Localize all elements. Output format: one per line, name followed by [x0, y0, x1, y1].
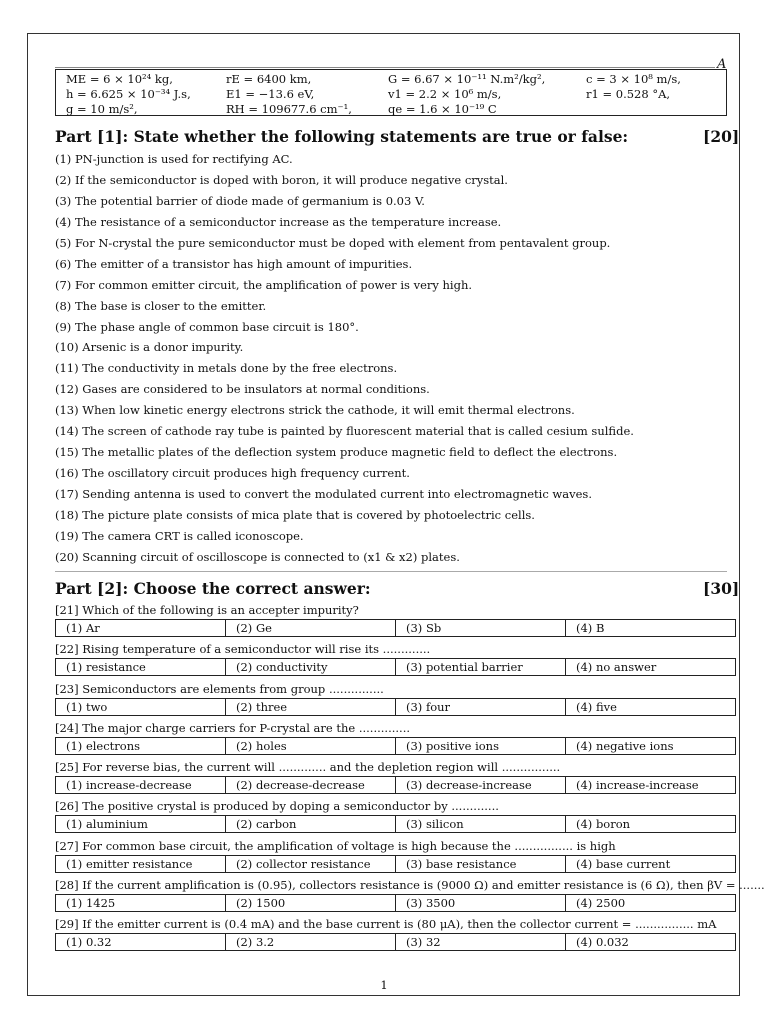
answer-option[interactable]: (3) 32	[395, 934, 565, 950]
answer-option[interactable]: (3) potential barrier	[395, 659, 565, 675]
question-text: [23] Semiconductors are elements from group ...............	[55, 681, 384, 696]
statement: (16) The oscillatory circuit produces high frequency current.	[55, 466, 410, 481]
constant-r1: r1 = 0.528 °A,	[586, 87, 671, 101]
answer-options	[55, 894, 736, 912]
question-text: [29] If the emitter current is (0.4 mA) and the base current is (80 μA), then the collector current = ................ mA	[55, 917, 717, 932]
statement: (6) The emitter of a transistor has high amount of impurities.	[55, 256, 413, 271]
statement: (17) Sending antenna is used to convert the modulated current into electromagnetic waves.	[55, 487, 592, 501]
statement-list	[55, 149, 745, 568]
answer-option[interactable]: (2) collector resistance	[225, 856, 395, 872]
answer-option[interactable]: (1) increase-decrease	[66, 778, 192, 793]
answer-option[interactable]: (2) decrease-decrease	[225, 777, 395, 793]
answer-option[interactable]: (2) carbon	[225, 816, 395, 832]
answer-option[interactable]: (3) decrease-increase	[395, 777, 565, 793]
constant-re: rE = 6400 km,	[226, 72, 312, 86]
answer-options	[55, 933, 736, 951]
constant-qe: qe = 1.6 × 10⁻¹⁹ C	[388, 102, 497, 116]
statement: (1) PN-junction is used for rectifying AC.	[55, 152, 293, 166]
answer-option[interactable]: (1) resistance	[66, 660, 146, 675]
question	[55, 601, 736, 640]
question-text: [28] If the current amplification is (0.95), collectors resistance is (9000 Ω) and emitter resistance is (6 Ω), then βV = .......	[55, 878, 765, 893]
answer-option[interactable]: (4) increase-increase	[565, 777, 735, 793]
answer-option[interactable]: (3) 3500	[395, 895, 565, 911]
answer-option[interactable]: (2) holes	[225, 738, 395, 754]
statement: (2) If the semiconductor is doped with boron, it will produce negative crystal.	[55, 172, 508, 187]
answer-option[interactable]: (4) five	[565, 699, 735, 715]
question	[55, 758, 736, 797]
answer-option[interactable]: (2) 3.2	[225, 934, 395, 950]
exam-version-mark: A	[717, 57, 727, 72]
answer-option[interactable]: (4) 0.032	[565, 934, 735, 950]
statement: (3) The potential barrier of diode made of germanium is 0.03 V.	[55, 193, 425, 208]
answer-option[interactable]: (4) B	[565, 620, 735, 636]
answer-option[interactable]: (4) base current	[565, 856, 735, 872]
answer-option[interactable]: (1) two	[66, 699, 108, 714]
answer-option[interactable]: (1) 1425	[66, 896, 116, 911]
question	[55, 640, 736, 679]
part1-points: [20]	[703, 127, 740, 146]
statement: (11) The conductivity in metals done by the free electrons.	[55, 361, 398, 376]
answer-option[interactable]: (2) 1500	[225, 895, 395, 911]
answer-option[interactable]: (2) Ge	[225, 620, 395, 636]
answer-option[interactable]: (1) electrons	[66, 738, 141, 753]
question-text: [24] The major charge carriers for P-crystal are the ..............	[55, 720, 411, 735]
statement: (18) The picture plate consists of mica plate that is covered by photoelectric cells.	[55, 507, 535, 522]
constant-rh: RH = 109677.6 cm⁻¹,	[226, 102, 352, 116]
answer-option[interactable]: (4) no answer	[565, 659, 735, 675]
answer-option[interactable]: (4) negative ions	[565, 738, 735, 754]
constant-c: c = 3 × 10⁸ m/s,	[586, 72, 681, 86]
question-text: [21] Which of the following is an accepter impurity?	[55, 603, 359, 617]
constant-h: h = 6.625 × 10⁻³⁴ J.s,	[66, 87, 191, 101]
question-list	[55, 601, 765, 955]
page-number: 1	[380, 978, 388, 992]
part1-title: Part [1]: State whether the following statements are true or false:	[55, 127, 629, 146]
question	[55, 915, 736, 954]
constant-e1: E1 = −13.6 eV,	[226, 87, 315, 101]
answer-options	[55, 698, 736, 716]
answer-option[interactable]: (1) aluminium	[66, 817, 148, 832]
question-text: [27] For common base circuit, the amplification of voltage is high because the ................ is high	[55, 838, 616, 853]
question	[55, 876, 765, 915]
statement: (8) The base is closer to the emitter.	[55, 298, 267, 313]
answer-option[interactable]: (1) Ar	[66, 621, 100, 635]
answer-options	[55, 776, 736, 794]
statement: (14) The screen of cathode ray tube is painted by fluorescent material that is called cesium sulfide.	[55, 424, 634, 439]
answer-option[interactable]: (2) three	[225, 699, 395, 715]
question	[55, 837, 736, 876]
question-text: [22] Rising temperature of a semiconductor will rise its .............	[55, 642, 431, 657]
answer-option[interactable]: (4) boron	[565, 816, 735, 832]
question	[55, 680, 736, 719]
constant-me: ME = 6 × 10²⁴ kg,	[66, 72, 173, 86]
answer-options	[55, 737, 736, 755]
statement: (9) The phase angle of common base circuit is 180°.	[55, 319, 359, 334]
answer-options	[55, 815, 736, 833]
statement: (15) The metallic plates of the deflection system produce magnetic field to deflect the electrons.	[55, 445, 618, 460]
answer-option[interactable]: (3) four	[395, 699, 565, 715]
answer-option[interactable]: (3) base resistance	[395, 856, 565, 872]
statement: (13) When low kinetic energy electrons strick the cathode, it will emit thermal electrons.	[55, 403, 575, 418]
constant-g: g = 10 m/s²,	[66, 102, 138, 116]
section-divider	[55, 571, 727, 572]
constant-v1: v1 = 2.2 × 10⁶ m/s,	[388, 87, 502, 101]
statement: (12) Gases are considered to be insulators at normal conditions.	[55, 382, 430, 397]
answer-option[interactable]: (1) 0.32	[66, 935, 112, 950]
question	[55, 797, 736, 836]
answer-option[interactable]: (4) 2500	[565, 895, 735, 911]
part2-title: Part [2]: Choose the correct answer:	[55, 579, 371, 598]
answer-options	[55, 619, 736, 637]
constants-box	[55, 69, 727, 116]
statement: (20) Scanning circuit of oscilloscope is connected to (x1 & x2) plates.	[55, 549, 460, 564]
question-text: [25] For reverse bias, the current will ............. and the depletion region will ................	[55, 760, 561, 775]
statement: (5) For N-crystal the pure semiconductor must be doped with element from pentavalent group.	[55, 235, 611, 250]
constant-g-grav: G = 6.67 × 10⁻¹¹ N.m²/kg²,	[388, 72, 546, 86]
statement: (7) For common emitter circuit, the amplification of power is very high.	[55, 277, 473, 292]
answer-options	[55, 658, 736, 676]
answer-option[interactable]: (1) emitter resistance	[66, 856, 193, 871]
part2-points: [30]	[703, 579, 740, 598]
answer-options	[55, 855, 736, 873]
statement: (4) The resistance of a semiconductor increase as the temperature increase.	[55, 214, 502, 229]
answer-option[interactable]: (3) silicon	[395, 816, 565, 832]
header-rule	[55, 67, 715, 68]
question	[55, 719, 736, 758]
statement: (10) Arsenic is a donor impurity.	[55, 340, 244, 355]
answer-option[interactable]: (2) conductivity	[225, 659, 395, 675]
question-text: [26] The positive crystal is produced by doping a semiconductor by .............	[55, 799, 499, 814]
answer-option[interactable]: (3) positive ions	[395, 738, 565, 754]
statement: (19) The camera CRT is called iconoscope.	[55, 528, 304, 543]
answer-option[interactable]: (3) Sb	[395, 620, 565, 636]
